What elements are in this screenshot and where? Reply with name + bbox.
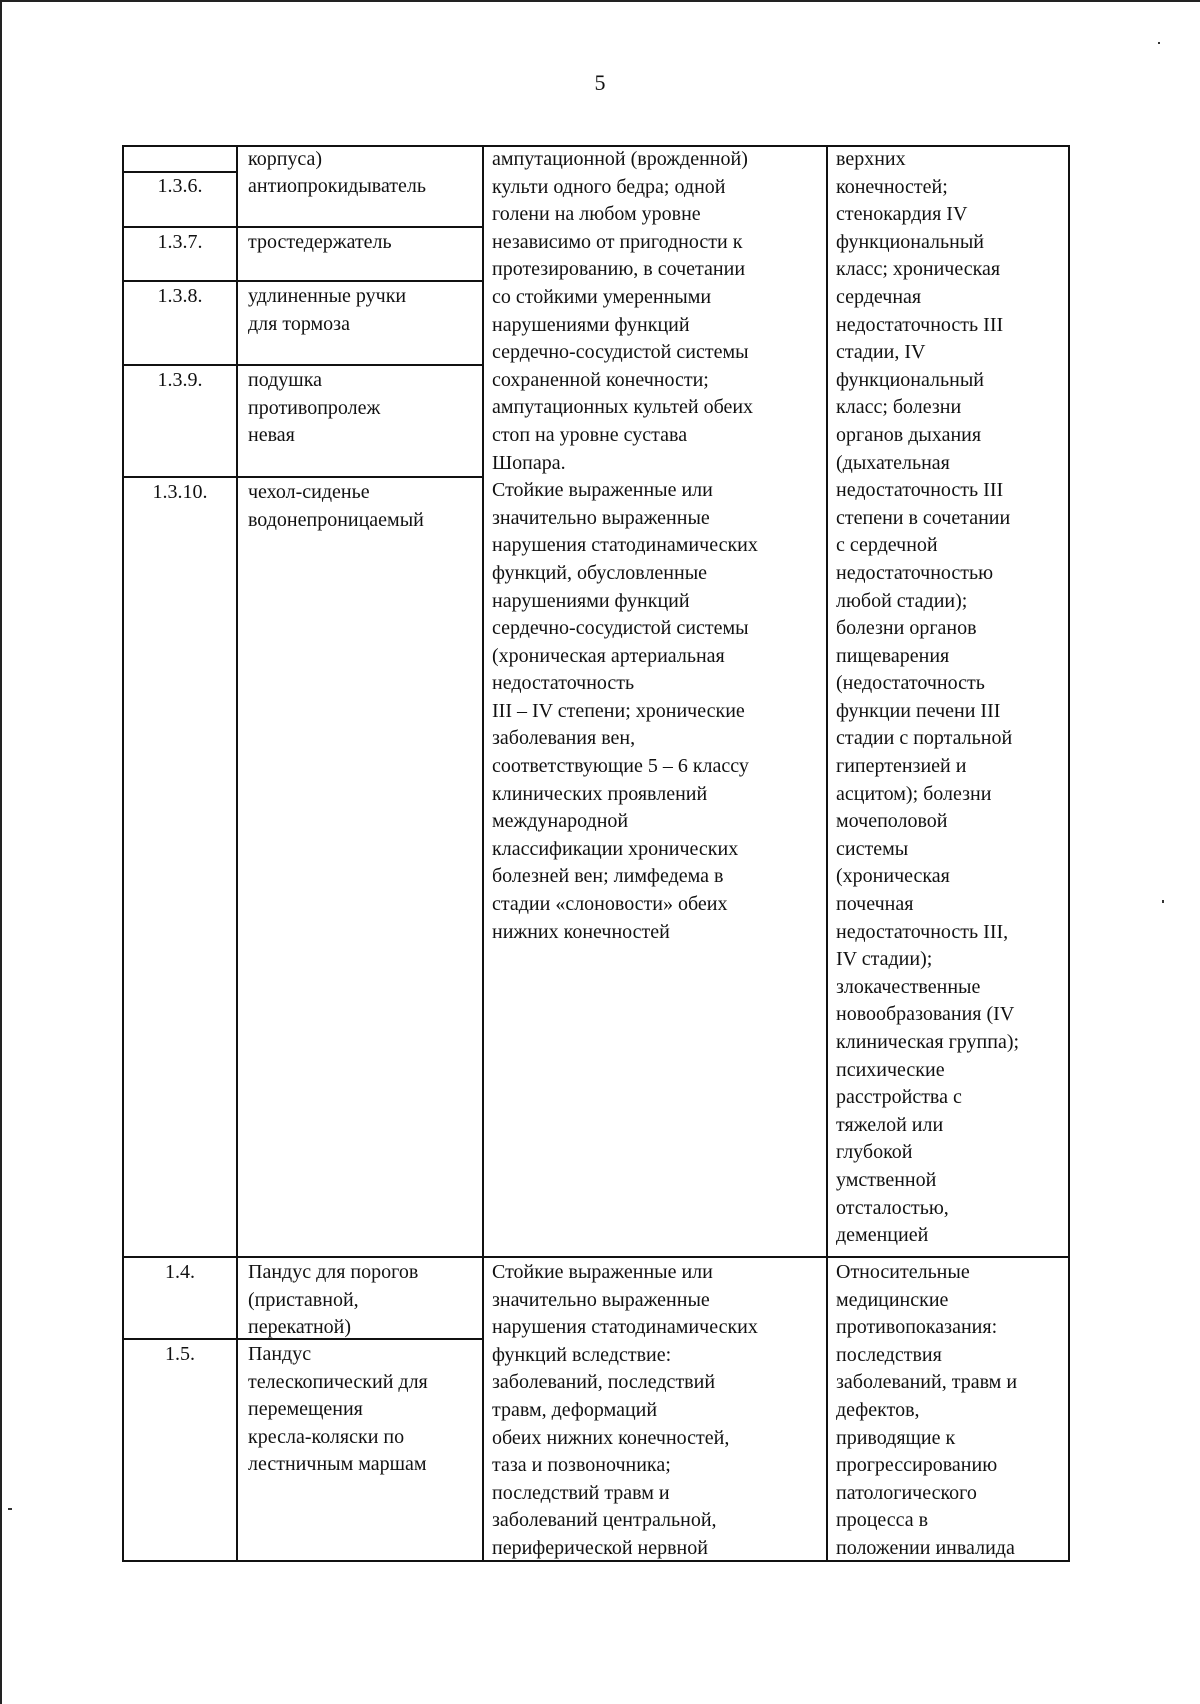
row-divider xyxy=(122,1256,1070,1258)
row-number: 1.4. xyxy=(165,1261,195,1283)
table-col-divider xyxy=(826,145,828,1562)
row-number: 1.3.10. xyxy=(152,481,208,503)
item-name: удлиненные ручки для тормоза xyxy=(248,285,407,335)
table-col-divider xyxy=(482,145,484,1562)
item-name: тростедержатель xyxy=(248,231,392,253)
indications-text: ампутационной (врожденной) культи одного бедра; одной голени на любом уровне независимо от пригодности к протезированию, в сочетании со стойкими умеренными нарушениями функций сердечно-сосудистой системы сохраненной конечности; ампутационных культей обеих стоп на уровне сустава Шопара. Стойкие выраженные или значительно выраженные нарушения статодинамических функций, обусловленные нарушениями функций сердечно-сосудистой системы (хроническая артериальная недостаточность III – IV степени; хронические заболевания вен, соответствующие 5 – 6 классу клинических проявлений международной классификации хронических болезней вен; лимфедема в стадии «слоновости» обеих нижних конечностей xyxy=(492,148,758,943)
scan-speck xyxy=(1158,42,1160,44)
row-divider xyxy=(122,476,484,478)
item-name: подушка противопролеж невая xyxy=(248,369,381,447)
table-border-right xyxy=(1068,145,1070,1562)
row-number: 1.3.8. xyxy=(157,285,203,307)
row-divider xyxy=(122,364,484,366)
contraindications-text: Относительные медицинские противопоказания: последствия заболеваний, травм и дефектов, приводящие к прогрессированию патологического процесса в положении инвалида xyxy=(836,1261,1018,1559)
row-number: 1.3.6. xyxy=(157,175,203,197)
row-divider xyxy=(122,226,484,228)
scan-edge xyxy=(0,0,1200,2)
row-number: 1.3.9. xyxy=(157,369,203,391)
item-name: чехол-сиденье водонепроницаемый xyxy=(248,481,424,531)
indications-text: Стойкие выраженные или значительно выраженные нарушения статодинамических функций вследствие: заболеваний, последствий травм, деформаций обеих нижних конечностей, таза и позвоночника; последствий травм и заболеваний центральной, периферической нервной xyxy=(492,1261,758,1559)
row-number: 1.3.7. xyxy=(157,231,203,253)
table-col-divider xyxy=(236,145,238,1562)
scan-speck xyxy=(8,1508,12,1510)
scan-edge xyxy=(0,0,2,1704)
item-name: Пандус телескопический для перемещения кресла-коляски по лестничным маршам xyxy=(248,1343,428,1476)
contraindications-text: верхних конечностей; стенокардия IV функциональный класс; хроническая сердечная недостаточность III стадии, IV функциональный класс; болезни органов дыхания (дыхательная недостаточность III степени в сочетании с сердечной недостаточностью любой стадии); болезни органов пищеварения (недостаточность функции печени III стадии с портальной гипертензией и асцитом); болезни мочеполовой системы (хроническая почечная недостаточность III, IV стадии); злокачественные новообразования (IV клиническая группа); психические расстройства с тяжелой или глубокой умственной отсталостью, деменцией xyxy=(836,148,1020,1247)
row-number: 1.5. xyxy=(165,1343,195,1365)
item-name: корпуса) xyxy=(248,148,323,170)
item-name: Пандус для порогов (приставной, перекатной) xyxy=(248,1261,419,1339)
scan-speck xyxy=(1162,900,1164,903)
row-divider xyxy=(122,280,484,282)
item-name: антиопрокидыватель xyxy=(248,175,427,197)
page-number: 5 xyxy=(594,70,606,95)
